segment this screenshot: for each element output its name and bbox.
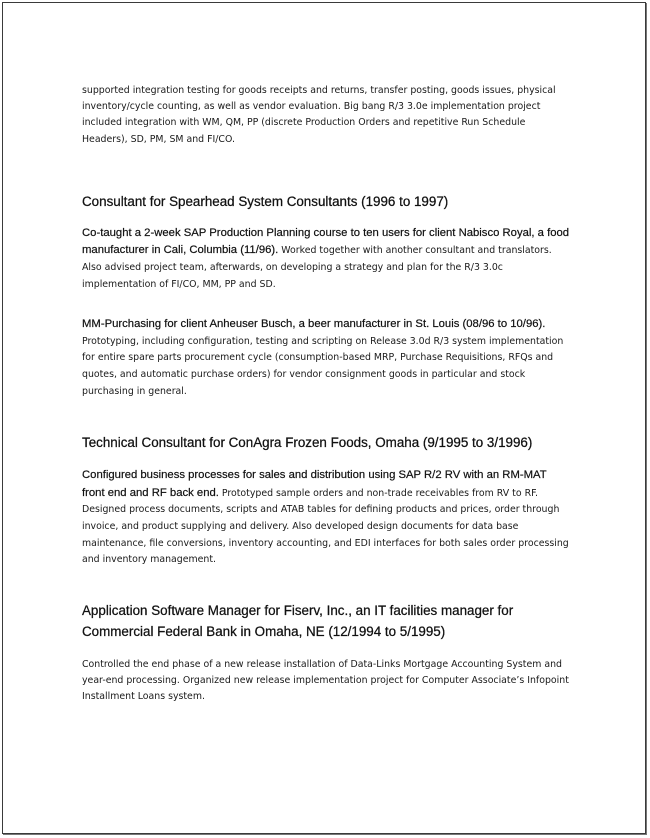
nabisco-body: Worked together with another consultant and translators. Also advised project team, afterwards, on developing a strategy and plan for the R/3 3.0c implementation of FI/CO, MM, PP and SD. xyxy=(82,245,552,290)
fiserv-paragraph: Controlled the end phase of a new release installation of Data-Links Mortgage Accounting System and year-end processing. Organized new release implementation project for Computer Associate’s Infopoint Installment Loans system. xyxy=(82,658,569,703)
intro-paragraph: supported integration testing for goods receipts and returns, transfer posting, goods issues, physical inventory/cycle counting, as well as vendor evaluation. Big bang R/3 3.0e implementation project included integration with WM, QM, PP (discrete Production Orders and repetitive Run Schedule Headers), SD, PM, SM and FI/CO. xyxy=(82,85,556,145)
section-heading-spearhead: Consultant for Spearhead System Consultants (1996 to 1997) xyxy=(82,193,449,209)
section-heading-fiserv: Application Software Manager for Fiserv, Inc., an IT facilities manager for Commercial Federal Bank in Omaha, NE (12/1994 to 5/1995) xyxy=(82,602,514,639)
conagra-body: Prototyped sample orders and non-trade receivables from RV to RF. Designed process documents, scripts and ATAB tables for defining products and prices, order through invoice, and product supplying and delivery. Also developed design documents for data base maintenance, file conversions, inventory accounting, and EDI interfaces for both sales order processing and inventory management. xyxy=(82,487,569,566)
anheuser-paragraph xyxy=(82,316,572,400)
conagra-lead: Configured business processes for sales and distribution using SAP R/2 RV with an RM-MAT front end and RF back end. xyxy=(82,469,547,499)
nabisco-paragraph xyxy=(82,225,572,293)
document-page xyxy=(2,2,646,834)
nabisco-lead: Co-taught a 2-week SAP Production Planning course to ten users for client Nabisco Royal, a food manufacturer in Cali, Columbia (11/96). xyxy=(82,226,570,257)
conagra-paragraph xyxy=(82,467,572,569)
section-heading-conagra: Technical Consultant for ConAgra Frozen Foods, Omaha (9/1995 to 3/1996) xyxy=(82,435,533,451)
anheuser-lead: MM-Purchasing for client Anheuser Busch, a beer manufacturer in St. Louis (08/96 to 10/96). xyxy=(82,318,546,331)
anheuser-body: Prototyping, including configuration, testing and scripting on Release 3.0d R/3 system implementation for entire spare parts procurement cycle (consumption-based MRP, Purchase Requisitions, RFQs and quotes, and automatic purchase orders) for vendor consignment goods in particular and stock purchasing in general. xyxy=(82,335,564,397)
document-content xyxy=(82,83,572,705)
